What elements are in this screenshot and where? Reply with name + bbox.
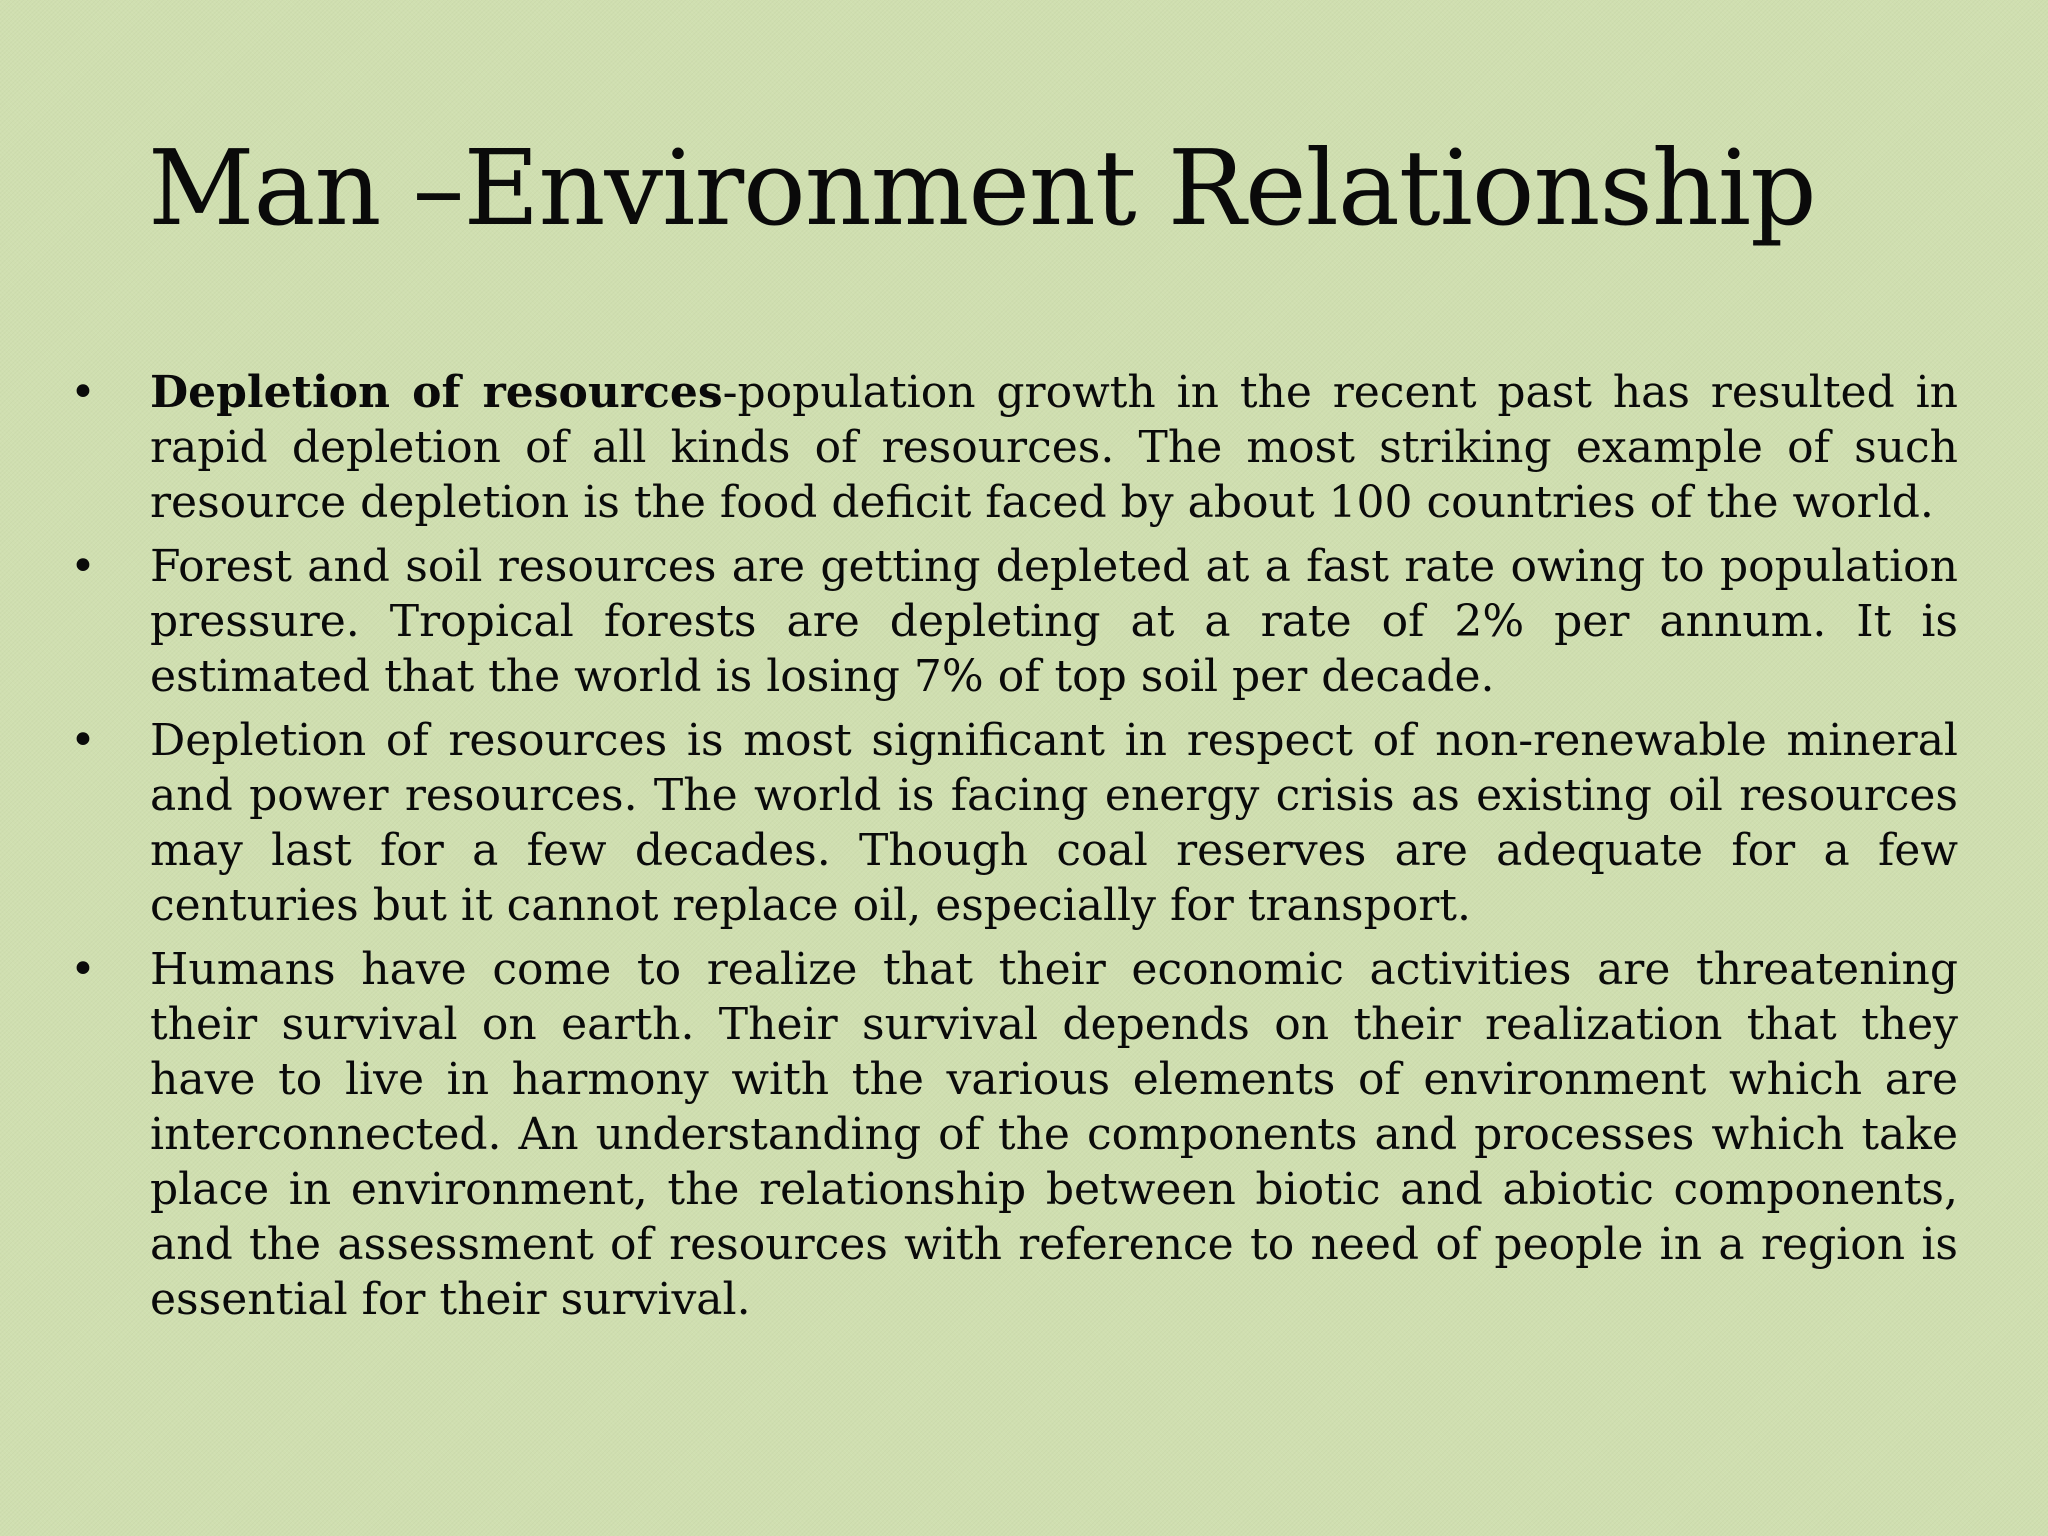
bullet-list	[0, 365, 2048, 1336]
bullet-marker-icon: •	[70, 715, 96, 766]
bullet-lead: Depletion of resources	[150, 367, 723, 418]
bullet-body: Humans have come to realize that their economic activities are threatening their survival on earth. Their survival depends on their realization that they have to live in harmony with the various elements of environment which are interconnected. An understanding of the components and processes which take place in environment, the relationship between biotic and abiotic components, and the assessment of resources with reference to need of people in a region is essential for their survival.	[150, 944, 1958, 1325]
bullet-item	[0, 365, 2048, 530]
bullet-marker-icon: •	[70, 541, 96, 592]
bullet-text	[150, 713, 1958, 933]
bullet-body: -population growth in the recent past has resulted in rapid depletion of all kinds of resources. The most striking example of such resource depletion is the food deficit faced by about 100 countries of the world.	[150, 367, 1959, 528]
bullet-item	[0, 713, 2048, 933]
bullet-item	[0, 539, 2048, 704]
bullet-body: Depletion of resources is most significant in respect of non-renewable mineral and power resources. The world is facing energy crisis as existing oil resources may last for a few decades. Though coal reserves are adequate for a few centuries but it cannot replace oil, especially for transport.	[150, 715, 1958, 931]
slide-title: Man –Environment Relationship	[148, 127, 1816, 249]
bullet-text	[150, 539, 1958, 704]
bullet-text	[150, 365, 1958, 530]
bullet-marker-icon: •	[70, 367, 96, 418]
bullet-marker-icon: •	[70, 944, 96, 995]
bullet-item	[0, 942, 2048, 1327]
bullet-body: Forest and soil resources are getting depleted at a fast rate owing to population pressure. Tropical forests are depleting at a rate of 2% per annum. It is estimated that the world is losing 7% of top soil per decade.	[150, 541, 1958, 702]
bullet-text	[150, 942, 1958, 1327]
